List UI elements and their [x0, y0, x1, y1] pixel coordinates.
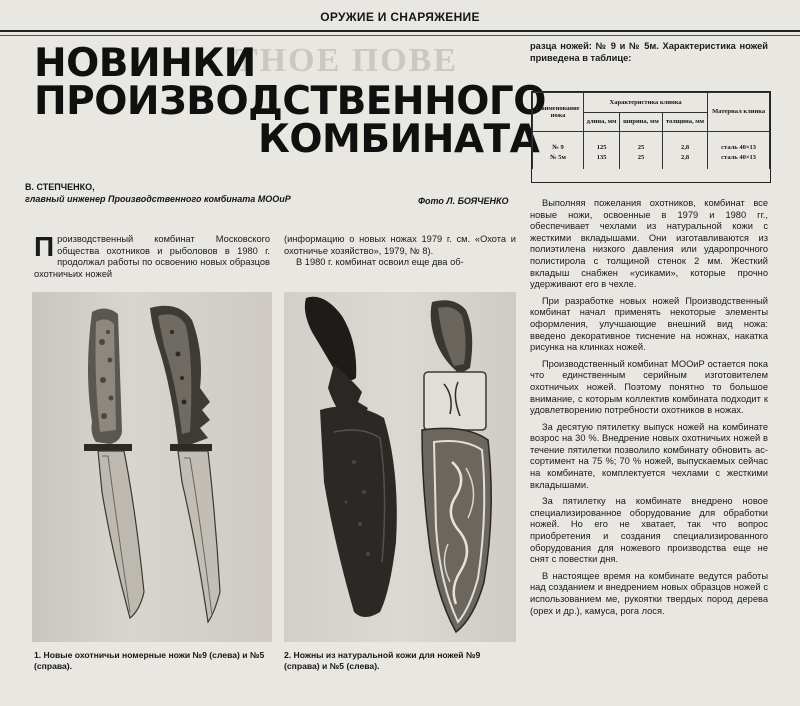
- col3-paragraph-3: Производственный комбинат МООиР остается пока что единственным серийным изготовителем охотничьих ножей. Поэтому понятно то большое внимание, с которым коллектив комбината подходит к удовлетворению потребности охотников в ножах.: [530, 358, 768, 416]
- headline-line-1: НОВИНКИ: [34, 41, 256, 86]
- th-name: Наименование ножа: [533, 93, 584, 132]
- col3-paragraph-6: В настоящее время на комбинате ведутся работы над созданием и внедрением новых образцов ножей с использованием ме, рукоятки твердых пород дерева (орех и др.), камуса, рога лося.: [530, 570, 768, 616]
- table-row: [533, 153, 770, 170]
- sheaths-illustration: [284, 292, 516, 642]
- drop-cap: П: [34, 231, 55, 262]
- column-3-text: [530, 198, 768, 622]
- knives-illustration: [32, 292, 272, 642]
- photo-sheaths: [284, 292, 516, 642]
- cell-width: 25: [620, 153, 663, 170]
- th-width: ширина, мм: [620, 112, 663, 132]
- cell-thickness: 2,8: [662, 153, 707, 170]
- bleed-through-text: ТНОЕ ПОВЕ: [235, 42, 458, 79]
- th-blade-group: Характеристика клинка: [584, 93, 708, 113]
- col2-paragraph-2: В 1980 г. комбинат освоил еще два об-: [296, 257, 464, 268]
- specification-table: [531, 91, 771, 183]
- th-material: Материал клинка: [708, 93, 770, 132]
- cell-name: № 5м: [533, 153, 584, 170]
- header-rule-thin: [0, 35, 800, 36]
- author-role: главный инженер Производственного комбината МООиР: [25, 194, 291, 204]
- cell-material: сталь 40×13: [708, 153, 770, 170]
- col3-paragraph-1: Выполняя пожелания охотников, комбинат все новые ножи, освоенные в 1979 и 1980 гг., обеспечивает чехлами из натуральной кожи с жесткими вкладышами. Они изготавливаются из полиэтилена низкого давления или ударопрочного полистирола с толщиной стенок 2 мм. Жесткий вкладыш снабжен «усиками», которые прочно удерживают его в чехле.: [530, 198, 768, 290]
- col3-paragraph-5: За пятилетку на комбинате внедрено новое специализированное оборудование для обработки ножей. Но его не хватает, так что вопрос приобретения и создания специализированного оборудования для ножевого производства еще не снят с повестки дня.: [530, 496, 768, 565]
- col3-paragraph-4: За десятую пятилетку выпуск ножей на комбинате возрос на 30 %. Внедрение новых охотничьих ножей в течение пятилетки позволило комбинату обновить ассортимент на 75 %; 70 % ножей, выпускаемых сейчас на комбинате, комплектуется чехлами с жесткими вкладышами.: [530, 421, 768, 490]
- caption-photo-2: 2. Ножны из натуральной кожи для ножей №9 (справа) и №5 (слева).: [284, 650, 481, 671]
- intro-text: роизводственный комбинат Московского общества охотников и рыболовов в 1980 г. продолжал работы по освоению новых образцов охотничьих ножей: [34, 234, 270, 279]
- column-3-intro: разца ножей: № 9 и № 5м. Характеристика ножей приведена в таблице:: [530, 41, 768, 63]
- author-name: В. СТЕПЧЕНКО,: [25, 182, 95, 192]
- th-length: длина, мм: [584, 112, 620, 132]
- col2-paragraph-1: (информацию о новых ножах 1979 г. см. «Охота и охотничье хозяйство», 1979, № 8).: [284, 234, 516, 256]
- cell-material: сталь 40×13: [708, 132, 770, 153]
- cell-name: № 9: [533, 132, 584, 153]
- header-rule: [0, 30, 800, 32]
- headline-line-2: ПРОИЗВОДСТВЕННОГО: [34, 79, 546, 124]
- byline: [25, 181, 291, 205]
- cell-thickness: 2,8: [662, 132, 707, 153]
- column-2-text: [284, 234, 516, 269]
- caption-photo-1: 1. Новые охотничьи номерные ножи №9 (слева) и №5 (справа).: [34, 650, 265, 671]
- cell-length: 125: [584, 132, 620, 153]
- cell-width: 25: [620, 132, 663, 153]
- photo-knives: [32, 292, 272, 642]
- photo-credit: Фото Л. БОЯЧЕНКО: [418, 196, 509, 206]
- th-thickness: толщина, мм: [662, 112, 707, 132]
- col3-paragraph-2: При разработке новых ножей Производственный комбинат начал применять некоторые элементы оформления, улучшающие внешний вид ножа: введено декоративное тиснение на ножнах, накатка рисунка на клинках ножей.: [530, 295, 768, 353]
- table-row: [533, 132, 770, 153]
- cell-length: 135: [584, 153, 620, 170]
- intro-paragraph: [34, 231, 270, 280]
- headline-line-3: КОМБИНАТА: [258, 117, 540, 162]
- section-heading: ОРУЖИЕ И СНАРЯЖЕНИЕ: [320, 10, 480, 24]
